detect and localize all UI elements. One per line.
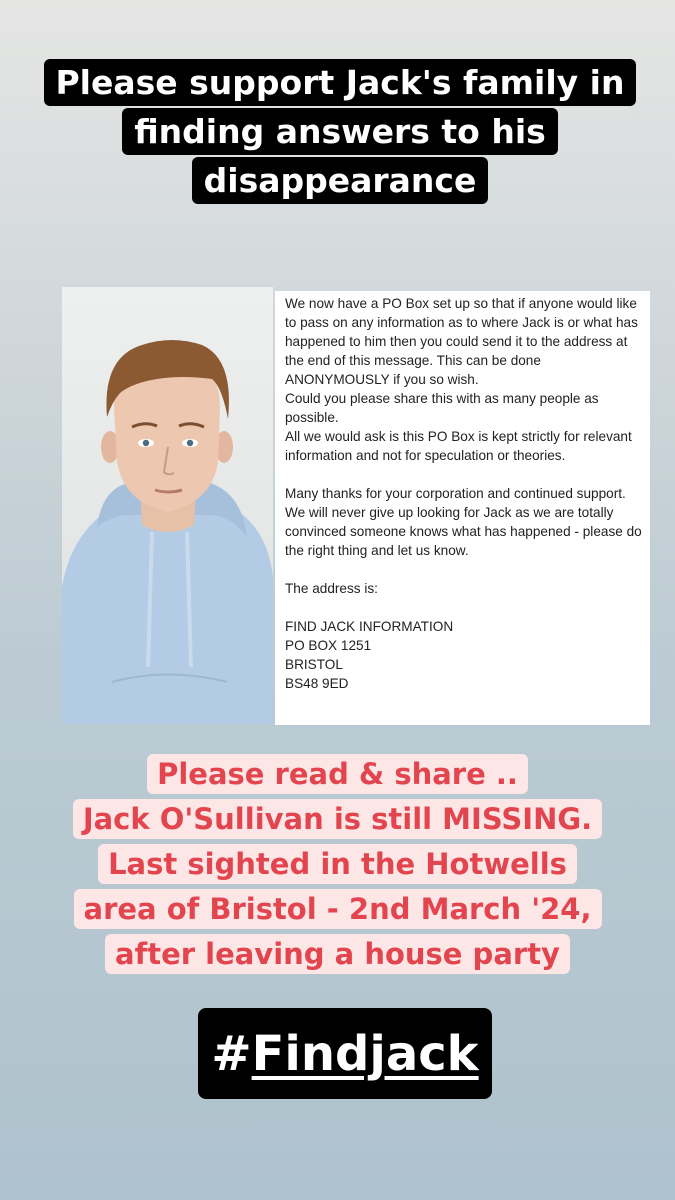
appeal-line: area of Bristol - 2nd March '24, xyxy=(74,889,602,929)
appeal-line: Jack O'Sullivan is still MISSING. xyxy=(73,799,602,839)
hashtag-symbol: # xyxy=(211,1025,252,1082)
appeal-line: Please read & share .. xyxy=(147,754,528,794)
missing-appeal xyxy=(40,752,635,977)
letter-line: We now have a PO Box set up so that if anyone would like to pass on any information as to where Jack is or what has happened to him then you could send it to the address at the end of this message. This can be done ANONYMOUSLY if you so wish. xyxy=(285,296,638,387)
address-line: PO BOX 1251 xyxy=(285,638,372,653)
address-line: BRISTOL xyxy=(285,657,343,672)
missing-person-photo xyxy=(62,287,273,724)
address-line: FIND JACK INFORMATION xyxy=(285,619,454,634)
headline-text: Please support Jack's family in finding answers to his disappearance xyxy=(44,59,637,204)
letter-line: We will never give up looking for Jack as we are totally convinced someone knows what has happened - please do the right thing and let us know. xyxy=(285,505,642,558)
appeal-line: after leaving a house party xyxy=(105,934,570,974)
portrait-illustration xyxy=(62,287,273,724)
hashtag-text[interactable]: Findjack xyxy=(251,1025,479,1082)
po-box-letter xyxy=(275,291,650,725)
findjack-hashtag[interactable] xyxy=(198,1008,492,1099)
address-intro: The address is: xyxy=(285,581,378,596)
address-line: BS48 9ED xyxy=(285,676,349,691)
letter-line: Could you please share this with as many people as possible. xyxy=(285,391,599,425)
headline-banner xyxy=(40,58,640,205)
appeal-line: Last sighted in the Hotwells xyxy=(98,844,577,884)
letter-line: All we would ask is this PO Box is kept strictly for relevant information and not for speculation or theories. xyxy=(285,429,632,463)
letter-line: Many thanks for your corporation and continued support. xyxy=(285,486,626,501)
